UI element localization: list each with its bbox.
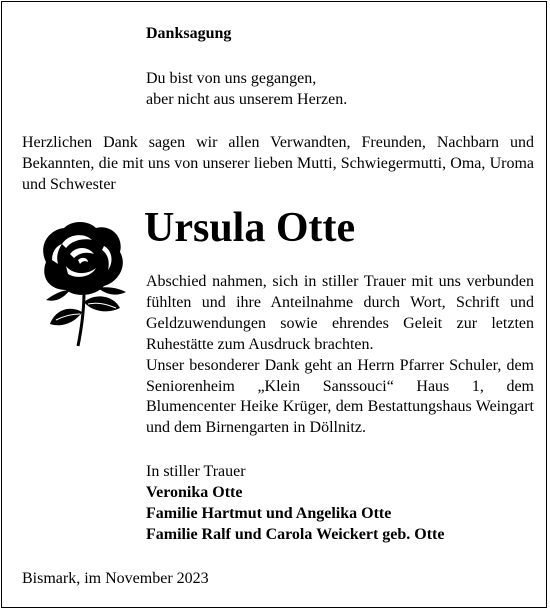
signoff-lead: In stiller Trauer bbox=[146, 463, 246, 480]
mourner-name: Familie Ralf und Carola Weickert geb. Otte bbox=[146, 526, 445, 543]
mourner-name: Veronika Otte bbox=[146, 484, 243, 501]
notice-heading: Danksagung bbox=[146, 25, 232, 42]
notice-frame bbox=[1, 1, 547, 608]
deceased-name: Ursula Otte bbox=[144, 205, 356, 251]
thanks-intro: Herzlichen Dank sagen wir allen Verwandten, Freunden, Nachbarn und Bekannten, die mit uns von unserer lieben Mutti, Schwiegermutti, Oma, Uroma und Schwester bbox=[22, 134, 534, 193]
rose-icon bbox=[26, 216, 134, 348]
memorial-verse bbox=[146, 68, 347, 110]
body-paragraph: Abschied nahmen, sich in stiller Trauer mit uns verbunden fühlten und ihre Anteilnahme durch Wort, Schrift und Geldzuwendungen sowie ehrendes Geleit zur letzten Ruhestätte zum Ausdruck brachten. bbox=[146, 273, 534, 353]
thanks-body bbox=[146, 272, 534, 439]
verse-line: aber nicht aus unserem Herzen. bbox=[146, 91, 348, 108]
verse-line: Du bist von uns gegangen, bbox=[146, 70, 317, 87]
body-paragraph: Unser besonderer Dank geht an Herrn Pfarrer Schuler, dem Seniorenheim „Klein Sanssouci“ Haus 1, dem Blumencenter Heike Krüger, dem Bestattungshaus Weingart und dem Birnengarten in Döllnitz. bbox=[146, 356, 534, 437]
mourner-name: Familie Hartmut und Angelika Otte bbox=[146, 505, 392, 522]
place-date: Bismark, im November 2023 bbox=[22, 570, 209, 587]
signoff-block bbox=[146, 461, 444, 545]
